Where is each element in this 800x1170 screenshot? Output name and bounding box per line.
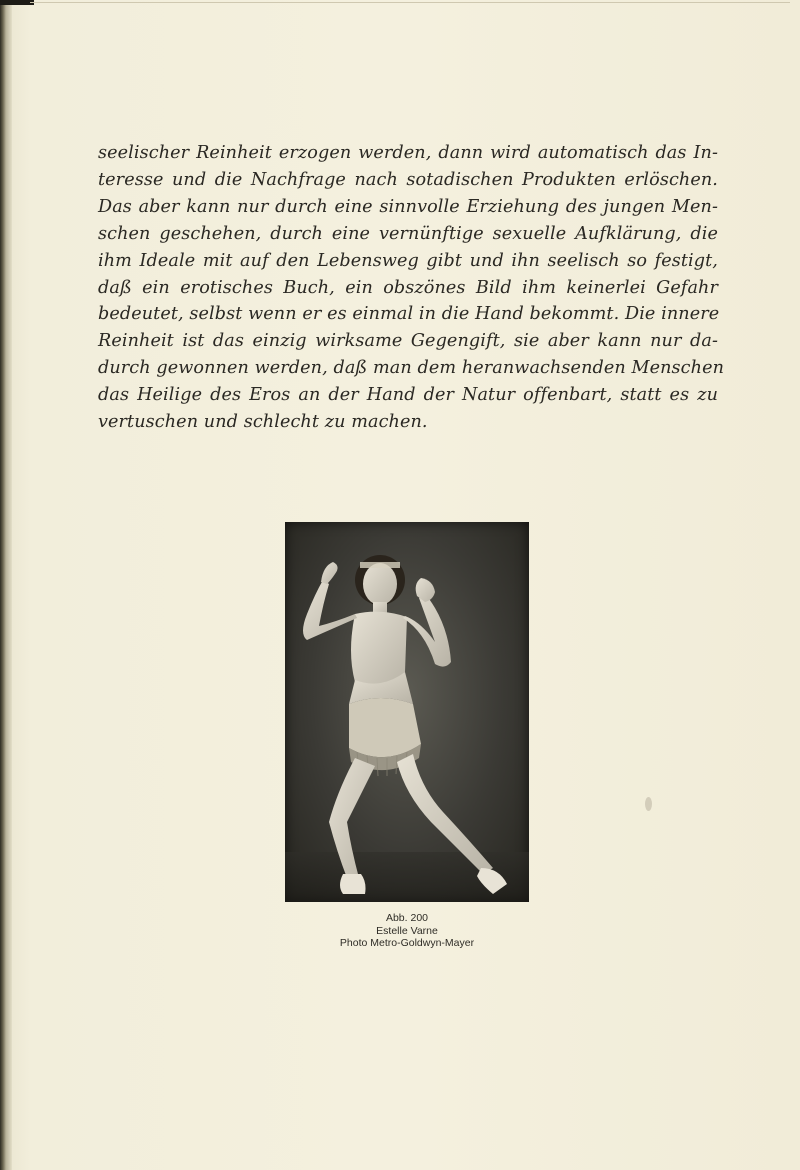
text-line: durch gewonnen werden, daß man dem heranwachsenden Menschen	[98, 358, 725, 379]
text-line: vertuschen und schlecht zu machen.	[98, 412, 428, 433]
photo-credit: Photo Metro-Goldwyn-Mayer	[339, 937, 475, 949]
corner-mark	[0, 0, 34, 5]
text-line: das Heilige des Eros an der Hand der Natur offenbart, statt es zu	[98, 385, 718, 406]
paper-stain	[645, 797, 652, 811]
text-line: daß ein erotisches Buch, ein obszönes Bild ihm keinerlei Gefahr	[98, 277, 718, 298]
text-line: teresse und die Nachfrage nach sotadischen Produkten erlöschen.	[98, 169, 718, 190]
body-paragraph	[98, 140, 725, 436]
figure-number: Abb. 200	[385, 912, 429, 924]
text-line: Reinheit ist das einzig wirksame Gegengift, sie aber kann nur da-	[98, 331, 718, 352]
dancer-photograph	[285, 522, 529, 902]
top-rule	[30, 2, 790, 3]
text-line: seelischer Reinheit erzogen werden, dann wird automatisch das In-	[98, 143, 718, 163]
binding-edge	[0, 0, 12, 1170]
text-line: bedeutet, selbst wenn er es einmal in die Hand bekommt. Die innere	[98, 304, 720, 325]
text-line: ihm Ideale mit auf den Lebensweg gibt und ihn seelisch so festigt,	[98, 250, 718, 271]
text-line: Das aber kann nur durch eine sinnvolle Erziehung des jungen Men-	[98, 196, 718, 217]
figure-caption	[285, 912, 529, 950]
text-line: schen geschehen, durch eine vernünftige sexuelle Aufklärung, die	[98, 223, 718, 244]
figure-subject-name: Estelle Varne	[376, 924, 438, 937]
dancer-silhouette	[285, 522, 529, 902]
